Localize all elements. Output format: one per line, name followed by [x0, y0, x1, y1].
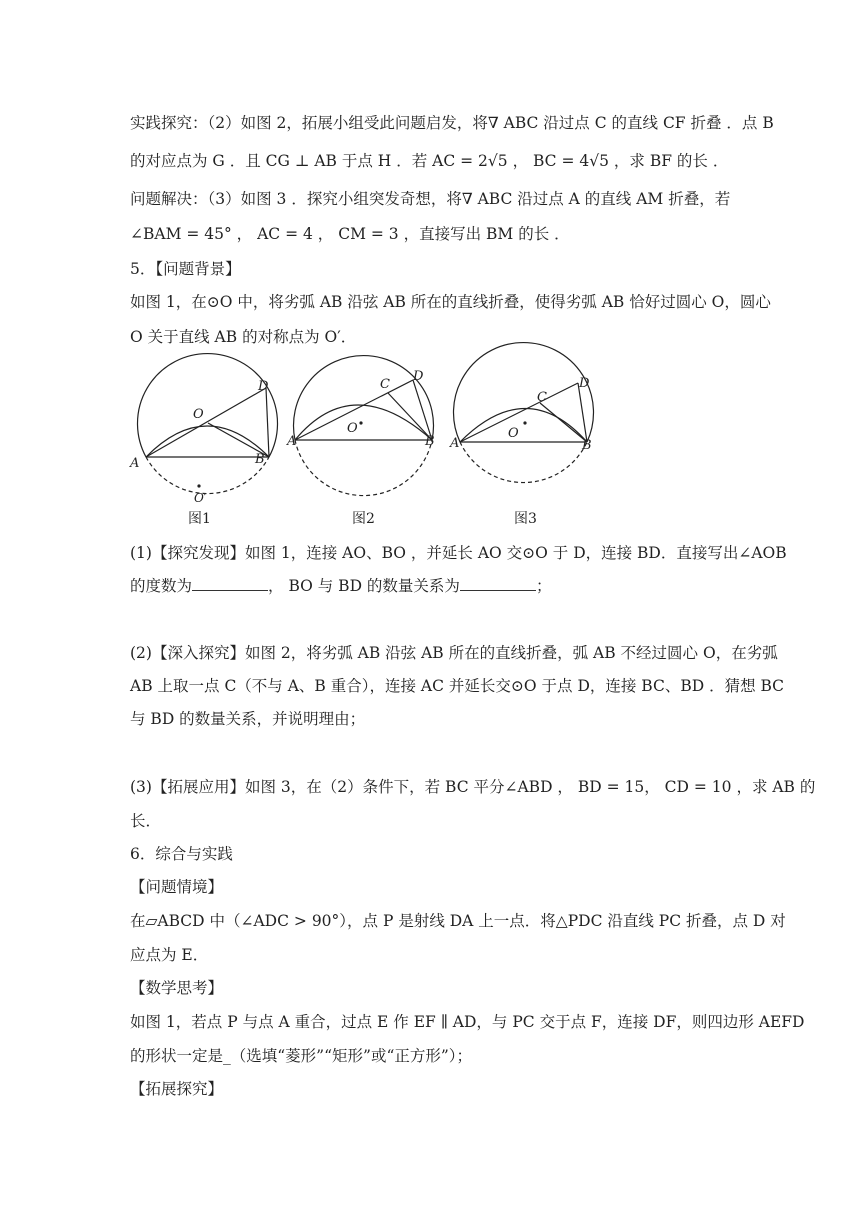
circle-arc-dashed: [460, 442, 587, 483]
text-line: O 关于直线 AB 的对称点为 O′．: [130, 328, 357, 346]
folded-arc: [146, 426, 269, 457]
question-number: 6．综合与实践: [130, 845, 233, 863]
circle-arc-dashed: [295, 440, 432, 496]
question-number: 5．【问题背景】: [130, 260, 241, 278]
text-line: 的对应点为 G ．且 CG ⊥ AB 于点 H ．若 AC = 2√5 ， BC = 4√5 ，求 BF 的长 ．: [130, 152, 729, 170]
segment-ad: [460, 383, 578, 442]
question-3-line-1: (3)【拓展应用】如图 3，在（2）条件下，若 BC 平分∠ABD ， BD = 15， CD = 10 ，求 AB 的: [130, 778, 816, 796]
section-heading: 【数学思考】: [130, 979, 224, 997]
segment-bc: [540, 403, 587, 442]
label-o: O: [347, 421, 358, 436]
text-line: 在▱ABCD 中（∠ADC > 90°），点 P 是射线 DA 上一点．将△PDC 沿直线 PC 折叠，点 D 对: [130, 912, 786, 930]
label-o: O: [193, 407, 204, 422]
figure-1: [138, 354, 278, 494]
figure-caption: 图1: [188, 511, 211, 527]
label-d: D: [413, 369, 424, 384]
question-2-line-1: (2)【深入探究】如图 2，将劣弧 AB 沿弦 AB 所在的直线折叠，弧 AB 不经过圆心 O，在劣弧: [130, 644, 778, 662]
text-line: 应点为 E．: [130, 946, 209, 964]
point-o-prime: [197, 484, 200, 487]
figures-svg: [122, 360, 622, 530]
text-line: 如图 1，在⊙O 中，将劣弧 AB 沿弦 AB 所在的直线折叠，使得劣弧 AB 恰好过圆心 O，圆心: [130, 293, 771, 311]
section-heading: 【拓展探究】: [130, 1080, 224, 1098]
question-1-line-2: [130, 575, 551, 597]
label-d: D: [579, 376, 590, 391]
segment-ad: [146, 388, 266, 457]
figures-row: [122, 360, 622, 530]
circle-arc-dashed: [146, 457, 269, 494]
question-2-line-2: AB 上取一点 C（不与 A、B 重合），连接 AC 并延长交⊙O 于点 D，连接 BC、BD ．猜想 BC: [130, 677, 785, 695]
text-line: 的形状一定是_（选填“菱形”“矩形”或“正方形”）；: [130, 1047, 473, 1065]
text-line: ∠BAM = 45° ， AC = 4 ， CM = 3 ，直接写出 BM 的长 ．: [130, 225, 570, 243]
label-c: C: [380, 377, 390, 392]
label-b: B: [255, 452, 265, 467]
segment-bd: [266, 388, 269, 457]
q1-prefix: 的度数为: [130, 577, 193, 595]
label-b: B: [582, 438, 592, 453]
q1-end: ；: [535, 577, 552, 595]
label-b: B: [425, 434, 435, 449]
text-line: 问题解决：（3）如图 3 ．探究小组突发奇想，将∇ ABC 沿过点 A 的直线 AM 折叠，若: [130, 190, 731, 208]
question-3-line-2: 长．: [130, 812, 162, 830]
label-a: A: [130, 456, 140, 471]
label-d: D: [258, 379, 269, 394]
question-2-line-3: 与 BD 的数量关系，并说明理由；: [130, 710, 366, 728]
text-line: 实践探究：（2）如图 2，拓展小组受此问题启发，将∇ ABC 沿过点 C 的直线 CF 折叠 ．点 B: [130, 114, 774, 132]
label-c: C: [537, 390, 547, 405]
answer-blank-1: [192, 576, 268, 591]
segment-bc: [388, 393, 432, 440]
figure-3: [454, 343, 594, 483]
label-a: A: [287, 434, 297, 449]
q1-middle: ， BO 与 BD 的数量关系为: [268, 577, 460, 595]
label-a: A: [450, 436, 460, 451]
folded-arc: [460, 409, 587, 443]
question-1-line-1: (1)【探究发现】如图 1，连接 AO、BO ，并延长 AO 交⊙O 于 D，连接 BD．直接写出∠AOB: [130, 544, 787, 562]
point-o: [359, 421, 362, 424]
figure-caption: 图2: [352, 511, 375, 527]
figure-caption: 图3: [514, 511, 537, 527]
label-o-prime: O′: [194, 491, 207, 505]
label-o: O: [508, 426, 519, 441]
circle-arc-solid: [138, 354, 278, 457]
section-heading: 【问题情境】: [130, 878, 224, 896]
folded-arc: [295, 405, 432, 440]
answer-blank-2: [460, 576, 536, 591]
text-line: 如图 1，若点 P 与点 A 重合，过点 E 作 EF ∥ AD，与 PC 交于点 F，连接 DF，则四边形 AEFD: [130, 1013, 805, 1031]
point-o: [523, 421, 526, 424]
segment-bd: [578, 383, 587, 442]
